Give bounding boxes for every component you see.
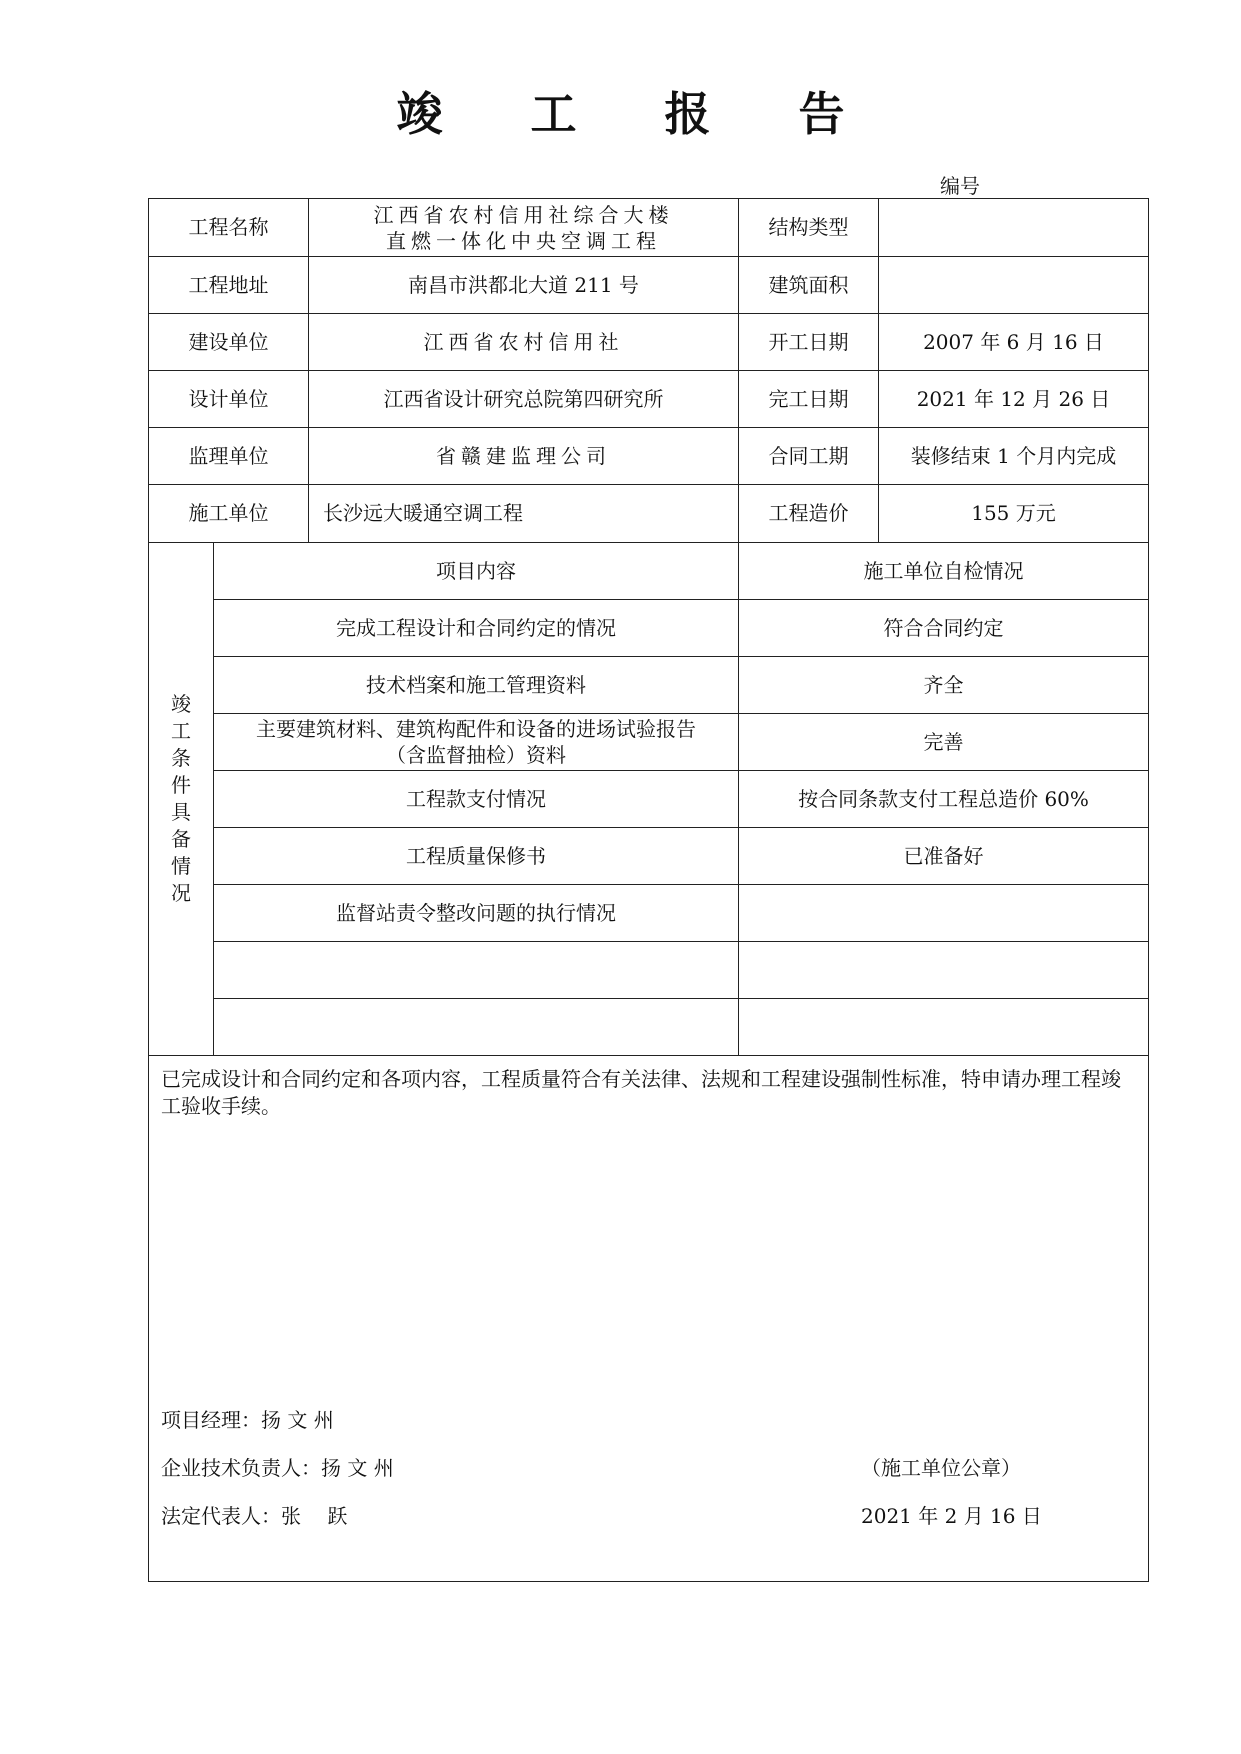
info-row (149, 257, 1149, 314)
statement-row (149, 1056, 1149, 1582)
info-row (149, 314, 1149, 371)
conditions-header-row (149, 543, 1149, 600)
project-cost-value: 155 万元 (879, 485, 1149, 543)
signature-line (161, 1444, 1121, 1492)
signature-block (161, 1396, 1121, 1540)
condition-row (149, 999, 1149, 1056)
header-item: 项目内容 (214, 543, 739, 600)
field-label: 工程造价 (739, 485, 879, 543)
condition-row (149, 942, 1149, 999)
signature-date: 2021 年 2 月 16 日 (861, 1504, 1042, 1528)
condition-item: 完成工程设计和合同约定的情况 (214, 600, 739, 657)
serial-number-label: 编号 (940, 174, 980, 198)
field-label: 完工日期 (739, 371, 879, 428)
structure-type-value (879, 199, 1149, 257)
condition-item: 工程款支付情况 (214, 771, 739, 828)
condition-row (149, 885, 1149, 942)
condition-check (739, 942, 1149, 999)
building-area-value (879, 257, 1149, 314)
report-title: 竣 工 报 告 (396, 87, 881, 141)
condition-row (149, 657, 1149, 714)
condition-check (739, 999, 1149, 1056)
field-label: 合同工期 (739, 428, 879, 485)
condition-item-line-2: （含监督抽检）资料 (386, 743, 566, 767)
project-name-value (309, 199, 739, 257)
completion-date-value: 2021 年 12 月 26 日 (879, 371, 1149, 428)
condition-check: 符合合同约定 (739, 600, 1149, 657)
company-seal-label: （施工单位公章） (861, 1456, 1021, 1480)
info-row (149, 371, 1149, 428)
tech-lead-signature: 企业技术负责人：扬 文 州 (161, 1456, 394, 1480)
condition-row (149, 771, 1149, 828)
project-name-line-1: 江西省农村信用社综合大楼 (373, 202, 674, 227)
project-manager-signature: 项目经理：扬 文 州 (161, 1408, 334, 1432)
statement-cell (149, 1056, 1149, 1582)
field-label: 监理单位 (149, 428, 309, 485)
condition-item (214, 714, 739, 771)
side-char: 件 (171, 773, 191, 797)
application-statement: 已完成设计和合同约定和各项内容，工程质量符合有关法律、法规和工程建设强制性标准，特申请办理工程竣工验收手续。 (161, 1067, 1121, 1118)
signature-line (161, 1492, 1121, 1540)
side-char: 备 (171, 827, 191, 851)
legal-representative-signature: 法定代表人：张 跃 (161, 1504, 348, 1528)
condition-row (149, 600, 1149, 657)
side-char: 条 (171, 746, 191, 770)
start-date-value: 2007 年 6 月 16 日 (879, 314, 1149, 371)
field-label: 建筑面积 (739, 257, 879, 314)
condition-check (739, 885, 1149, 942)
conditions-side-label (149, 543, 214, 1056)
field-label: 工程地址 (149, 257, 309, 314)
supervision-unit-value: 省赣建监理公司 (309, 428, 739, 485)
report-form-table (148, 198, 1149, 1582)
project-address-value: 南昌市洪都北大道 211 号 (309, 257, 739, 314)
info-row (149, 428, 1149, 485)
field-label: 建设单位 (149, 314, 309, 371)
field-label: 开工日期 (739, 314, 879, 371)
project-name-line-2: 直燃一体化中央空调工程 (386, 228, 661, 253)
condition-item: 工程质量保修书 (214, 828, 739, 885)
condition-item: 监督站责令整改问题的执行情况 (214, 885, 739, 942)
condition-item (214, 999, 739, 1056)
condition-check: 已准备好 (739, 828, 1149, 885)
condition-check: 按合同条款支付工程总造价 60% (739, 771, 1149, 828)
owner-unit-value: 江西省农村信用社 (309, 314, 739, 371)
header-check: 施工单位自检情况 (739, 543, 1149, 600)
condition-check: 完善 (739, 714, 1149, 771)
signature-line (161, 1396, 1121, 1444)
field-label: 施工单位 (149, 485, 309, 543)
condition-item: 技术档案和施工管理资料 (214, 657, 739, 714)
info-row (149, 199, 1149, 257)
construction-unit-value: 长沙远大暖通空调工程 (309, 485, 739, 543)
condition-item (214, 942, 739, 999)
condition-row (149, 828, 1149, 885)
contract-period-value: 装修结束 1 个月内完成 (879, 428, 1149, 485)
condition-item-line-1: 主要建筑材料、建筑构配件和设备的进场试验报告 (256, 717, 696, 741)
condition-row (149, 714, 1149, 771)
condition-check: 齐全 (739, 657, 1149, 714)
side-char: 工 (171, 719, 191, 743)
design-unit-value: 江西省设计研究总院第四研究所 (309, 371, 739, 428)
side-char: 况 (171, 881, 191, 905)
field-label: 设计单位 (149, 371, 309, 428)
side-char: 具 (171, 800, 191, 824)
info-row (149, 485, 1149, 543)
side-char: 竣 (171, 692, 191, 716)
side-char: 情 (171, 854, 191, 878)
field-label: 工程名称 (149, 199, 309, 257)
field-label: 结构类型 (739, 199, 879, 257)
